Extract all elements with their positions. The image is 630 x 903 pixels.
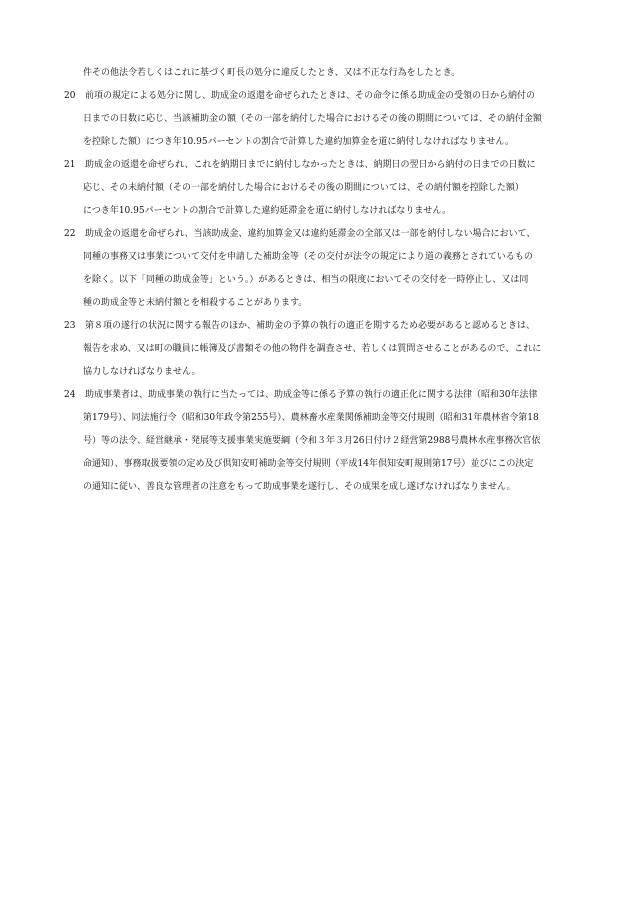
clause-line: の通知に従い、善良な管理者の注意をもって助成事業を遂行し、その成果を成し遂げなければなりません。 [83,482,516,492]
clause-line: 応じ、その未納付額（その一部を納付した場合におけるその後の期間については、その納付額を控除した額） [83,183,524,193]
clause-line: 助成事業者は、助成事業の執行に当たっては、助成金等に係る予算の執行の適正化に関する法律（昭和30年法律 [85,390,538,400]
clause-line: 助成金の返還を命ぜられ、これを納期日までに納付しなかったときは、納期日の翌日から納付の日までの日数に [85,160,536,170]
clause-line: 前項の規定による処分に関し、助成金の返還を命ぜられたときは、その命令に係る助成金の受領の日から納付の [85,91,536,101]
clause-line: 第８項の遂行の状況に関する報告のほか、補助金の予算の執行の適正を期するため必要があると認めるときは、 [85,321,536,331]
continuation-text: 件その他法令若しくはこれに基づく町長の処分に違反したとき、又は不正な行為をしたとき。 [83,68,461,78]
document-body [64,62,584,499]
clause-line: 日までの日数に応じ、当該補助金の額（その一部を納付した場合におけるその後の期間については、その納付金額 [83,114,542,124]
clause-number: 22 [64,229,76,239]
clause-line: を除く。以下「同種の助成金等」という。）があるときは、相当の限度においてその交付を一時停止し、又は同 [83,275,529,285]
clause-number: 24 [64,390,76,400]
clause-20 [64,85,584,154]
clause-21 [64,154,584,223]
clause-24 [64,384,584,499]
clause-22 [64,223,584,315]
clause-number: 23 [64,321,76,331]
clause-line: 命通知）、事務取扱要領の定め及び倶知安町補助金等交付規則（平成14年倶知安町規則第17号）並びにこの決定 [83,459,534,469]
clause-line: 号）等の法令、経営継承・発展等支援事業実施要綱（令和３年３月26日付け２経営第2988号農林水産事務次官依 [83,436,541,446]
clause-line: 同種の事務又は事業について交付を申請した補助金等（その交付が法令の規定により道の義務とされているもの [83,252,533,262]
clause-number: 21 [64,160,76,170]
clause-line: 協力しなければなりません。 [83,367,201,377]
clause-line: 報告を求め、又は町の職員に帳簿及び書類その他の物件を調査させ、若しくは質問させることがあるので、これに [83,344,542,354]
clause-line: 助成金の返還を命ぜられ、当該助成金、違約加算金又は違約延滞金の全部又は一部を納付しない場合において、 [85,229,536,239]
clause-line: を控除した額）につき年10.95パーセントの割合で計算した違約加算金を道に納付しなければなりません。 [83,137,514,147]
clause-line: につき年10.95パーセントの割合で計算した違約延滞金を道に納付しなければなりません。 [83,206,451,216]
clause-line: 種の助成金等と未納付額とを相殺することがあります。 [83,298,308,308]
clause-line: 第179号）、同法施行令（昭和30年政令第255号）、農林畜水産業関係補助金等交付規則（昭和31年農林省令第18 [83,413,539,423]
clause-number: 20 [64,91,76,101]
clause-23 [64,315,584,384]
